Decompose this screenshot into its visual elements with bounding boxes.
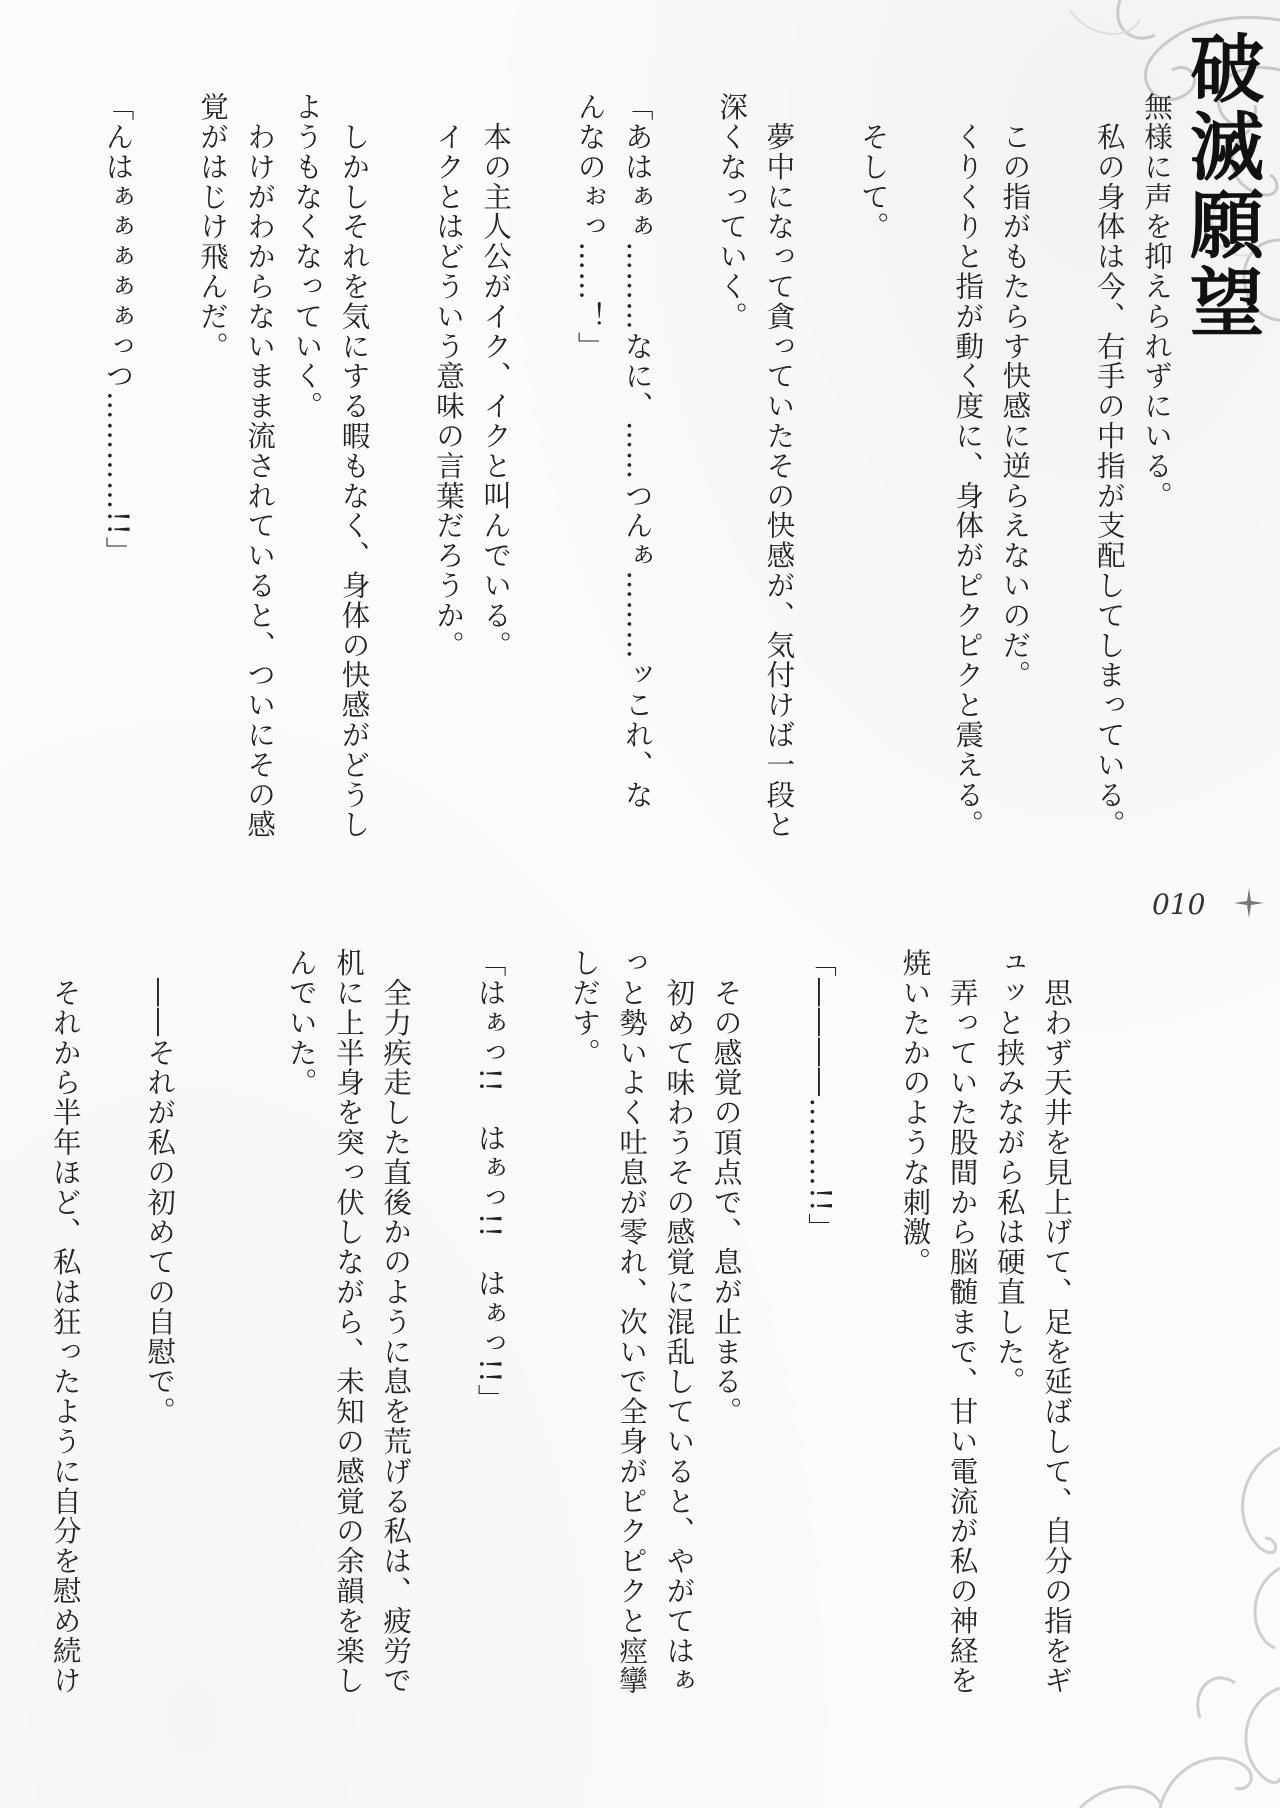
text-line bbox=[802, 92, 849, 912]
text-line: 本の主人公がイク、イクと叫んでいる。 bbox=[479, 92, 513, 661]
text-line bbox=[419, 948, 466, 1768]
text-line bbox=[514, 948, 561, 1768]
text-line: ようもなくなっていく。 bbox=[290, 92, 324, 421]
text-line: 弄っていた股間から脳髄まで、甘い電流が私の神経を bbox=[945, 948, 979, 1696]
text-line bbox=[1038, 92, 1085, 912]
text-line: この指がもたらす快感に逆らえないのだ。 bbox=[998, 92, 1032, 690]
body-text-lower bbox=[42, 948, 1080, 1768]
text-line: わけがわからないまま流されていると、ついにその感 bbox=[243, 92, 277, 840]
text-line: 覚がはじけ飛んだ。 bbox=[195, 92, 229, 362]
text-line: っと勢いよく吐息が零れ、次いで全身がピクピクと痙攣 bbox=[615, 948, 649, 1696]
text-line bbox=[378, 92, 425, 912]
text-line: くりくりと指が動く度に、身体がピクピクと震える。 bbox=[951, 92, 985, 840]
text-line bbox=[750, 948, 797, 1768]
text-line: ――それが私の初めての自慰で。 bbox=[143, 948, 177, 1427]
text-line: 深くなっていく。 bbox=[715, 92, 749, 332]
text-line bbox=[183, 948, 230, 1768]
text-line bbox=[844, 948, 891, 1768]
text-line: 「はぁっ!! はぁっ!! はぁっ!!」 bbox=[473, 948, 507, 1414]
text-line: 「あはぁぁ………なに、……つんぁ………ッこれ、な bbox=[620, 92, 654, 810]
text-line: イクとはどういう意味の言葉だろうか。 bbox=[431, 92, 465, 661]
chapter-title: 破滅願望 bbox=[1178, 30, 1264, 342]
text-line: しだす。 bbox=[567, 948, 601, 1068]
text-line bbox=[661, 92, 708, 912]
text-line: 全力疾走した直後かのように息を荒げる私は、疲労で bbox=[379, 948, 413, 1696]
text-line: 初めて味わうその感覚に混乱していると、やがてはぁ bbox=[662, 948, 696, 1696]
text-line: 私の身体は今、右手の中指が支配してしまっている。 bbox=[1092, 92, 1126, 840]
text-line bbox=[230, 948, 277, 1768]
text-line: 焼いたかのような刺激。 bbox=[898, 948, 932, 1277]
text-line: 無様に声を抑えられずにいる。 bbox=[1140, 92, 1173, 511]
text-line bbox=[142, 92, 189, 912]
text-line: そして。 bbox=[856, 92, 890, 242]
text-line: ュッと挟みながら私は硬直した。 bbox=[992, 948, 1026, 1397]
text-line: 思わず天井を見上げて、足を延ばして、自分の指をギ bbox=[1040, 948, 1073, 1696]
text-line: しかしそれを気にする暇もなく、身体の快感がどうし bbox=[337, 92, 371, 840]
text-line: それから半年ほど、私は狂ったように自分を慰め続け bbox=[48, 948, 82, 1696]
page-number: 010 bbox=[1152, 888, 1206, 921]
text-line bbox=[89, 948, 136, 1768]
text-line: んなのぉっ……！」 bbox=[573, 92, 607, 362]
text-line: 机に上半身を突っ伏しながら、未知の感覚の余韻を楽し bbox=[331, 948, 365, 1696]
sparkle-icon bbox=[1234, 888, 1264, 918]
text-line: その感覚の頂点で、息が止まる。 bbox=[709, 948, 743, 1427]
text-line: 「――――………!!」 bbox=[803, 948, 837, 1243]
text-line: んでいた。 bbox=[284, 948, 318, 1098]
text-line: 夢中になって貪っていたその快感が、気付けば一段と bbox=[762, 92, 796, 840]
text-line bbox=[897, 92, 944, 912]
text-line: 「んはぁぁぁぁぁっつ…………!!」 bbox=[101, 92, 135, 567]
text-line bbox=[519, 92, 566, 912]
body-text-upper bbox=[94, 92, 1180, 912]
